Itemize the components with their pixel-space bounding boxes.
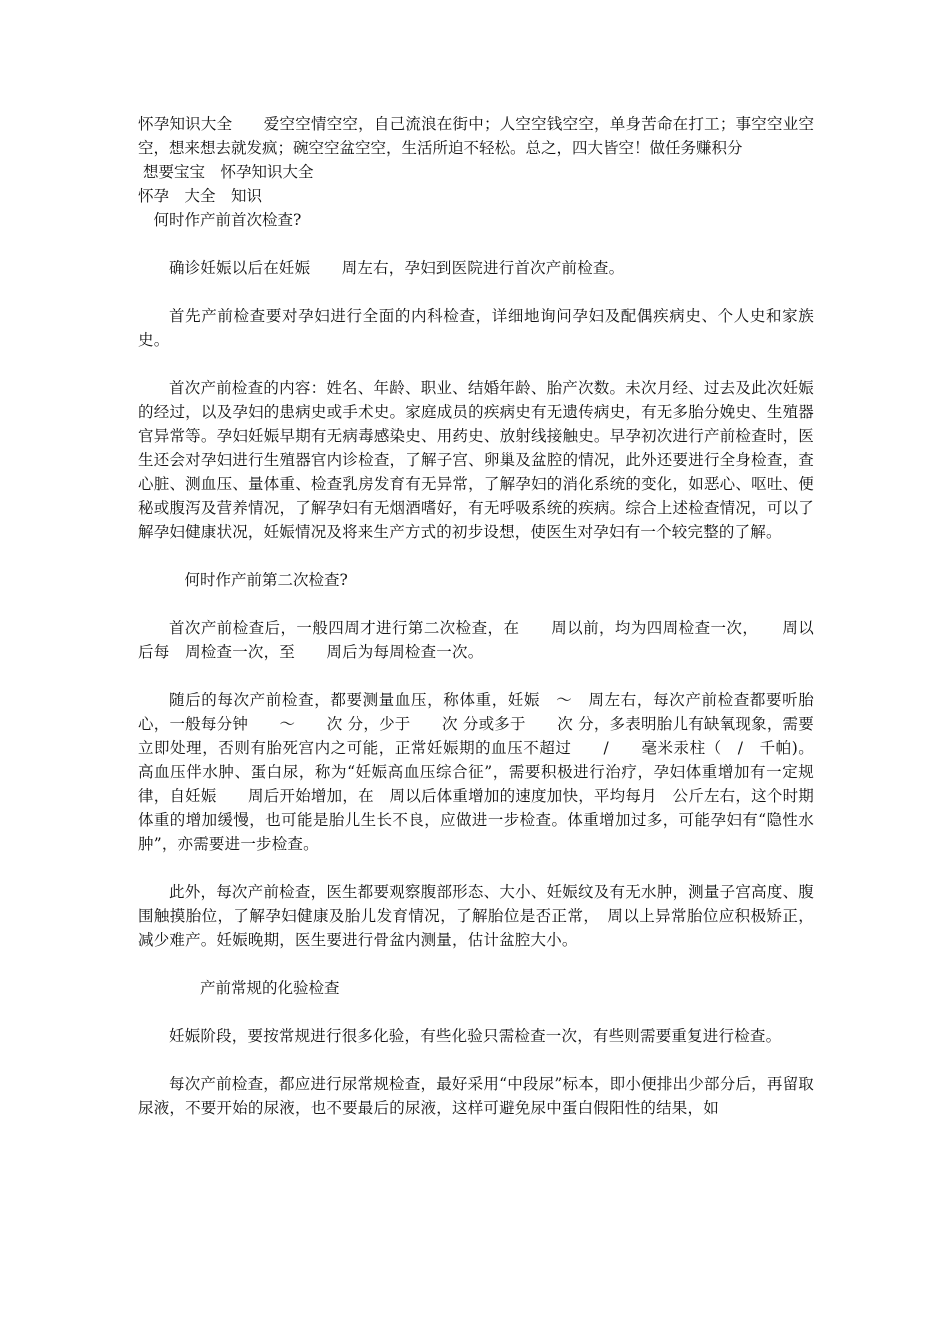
document-page <box>138 112 814 1120</box>
paragraph: 每次产前检查，都应进行尿常规检查，最好采用“中段尿”标本，即小便排出少部分后，再留取尿液，不要开始的尿液，也不要最后的尿液，这样可避免尿中蛋白假阳性的结果，如 <box>138 1075 814 1117</box>
paragraph: 随后的每次产前检查，都要测量血压，称体重，妊娠 ～ 周左右，每次产前检查都要听胎心，一般每分钟 ～ 次 分，少于 次 分或多于 次 分，多表明胎儿有缺氧现象，需要立即处理，否则有胎死宫内之可能，正常妊娠期的血压不超过 / 毫米汞柱（ / 千帕)。高血压伴水肿、蛋白尿，称为“妊娠高血压综合征”，需要积极进行治疗，孕妇体重增加有一定规律，自妊娠 周后开始增加，在 周以后体重增加的速度加快，平均每月 公斤左右，这个时期体重的增加缓慢，也可能是胎儿生长不良，应做进一步检查。体重增加过多，可能孕妇有“隐性水肿”，亦需要进一步检查。 <box>138 691 814 853</box>
section-heading: 何时作产前第二次检查? <box>138 571 348 589</box>
paragraph: 确诊妊娠以后在妊娠 周左右，孕妇到医院进行首次产前检查。 <box>169 259 625 277</box>
section-heading: 产前常规的化验检查 <box>138 979 340 997</box>
keywords-line: 怀孕 大全 知识 <box>138 187 263 205</box>
intro-text: 怀孕知识大全 爱空空情空空，自己流浪在街中；人空空钱空空，单身苦命在打工；事空空业空空，想来想去就发疯；碗空空盆空空，生活所迫不轻松。总之，四大皆空！做任务赚积分 <box>138 115 814 157</box>
paragraph: 首次产前检查的内容：姓名、年龄、职业、结婚年龄、胎产次数。未次月经、过去及此次妊娠的经过，以及孕妇的患病史或手术史。家庭成员的疾病史有无遗传病史，有无多胎分娩史、生殖器官异常等。孕妇妊娠早期有无病毒感染史、用药史、放射线接触史。早孕初次进行产前检查时，医生还会对孕妇进行生殖器官内诊检查，了解子宫、卵巢及盆腔的情况，此外还要进行全身检查，查心脏、测血压、量体重、检查乳房发育有无异常，了解孕妇的消化系统的变化，如恶心、呕吐、便秘或腹泻及营养情况，了解孕妇有无烟酒嗜好，有无呼吸系统的疾病。综合上述检查情况，可以了解孕妇健康状况，妊娠情况及将来生产方式的初步设想，使医生对孕妇有一个较完整的了解。 <box>138 379 814 541</box>
subtitle-line: 想要宝宝 怀孕知识大全 <box>138 163 314 181</box>
paragraph: 此外，每次产前检查，医生都要观察腹部形态、大小、妊娠纹及有无水肿，测量子宫高度、腹围触摸胎位，了解孕妇健康及胎儿发育情况，了解胎位是否正常， 周以上异常胎位应积极矫正，减少难产。妊娠晚期，医生要进行骨盆内测量，估计盆腔大小。 <box>138 883 814 949</box>
section-heading: 何时作产前首次检查? <box>138 211 302 229</box>
paragraph: 妊娠阶段，要按常规进行很多化验，有些化验只需检查一次，有些则需要重复进行检查。 <box>169 1027 782 1045</box>
paragraph: 首先产前检查要对孕妇进行全面的内科检查，详细地询问孕妇及配偶疾病史、个人史和家族史。 <box>138 307 814 349</box>
paragraph: 首次产前检查后，一般四周才进行第二次检查，在 周以前，均为四周检查一次， 周以后每 周检查一次，至 周后为每周检查一次。 <box>138 619 814 661</box>
